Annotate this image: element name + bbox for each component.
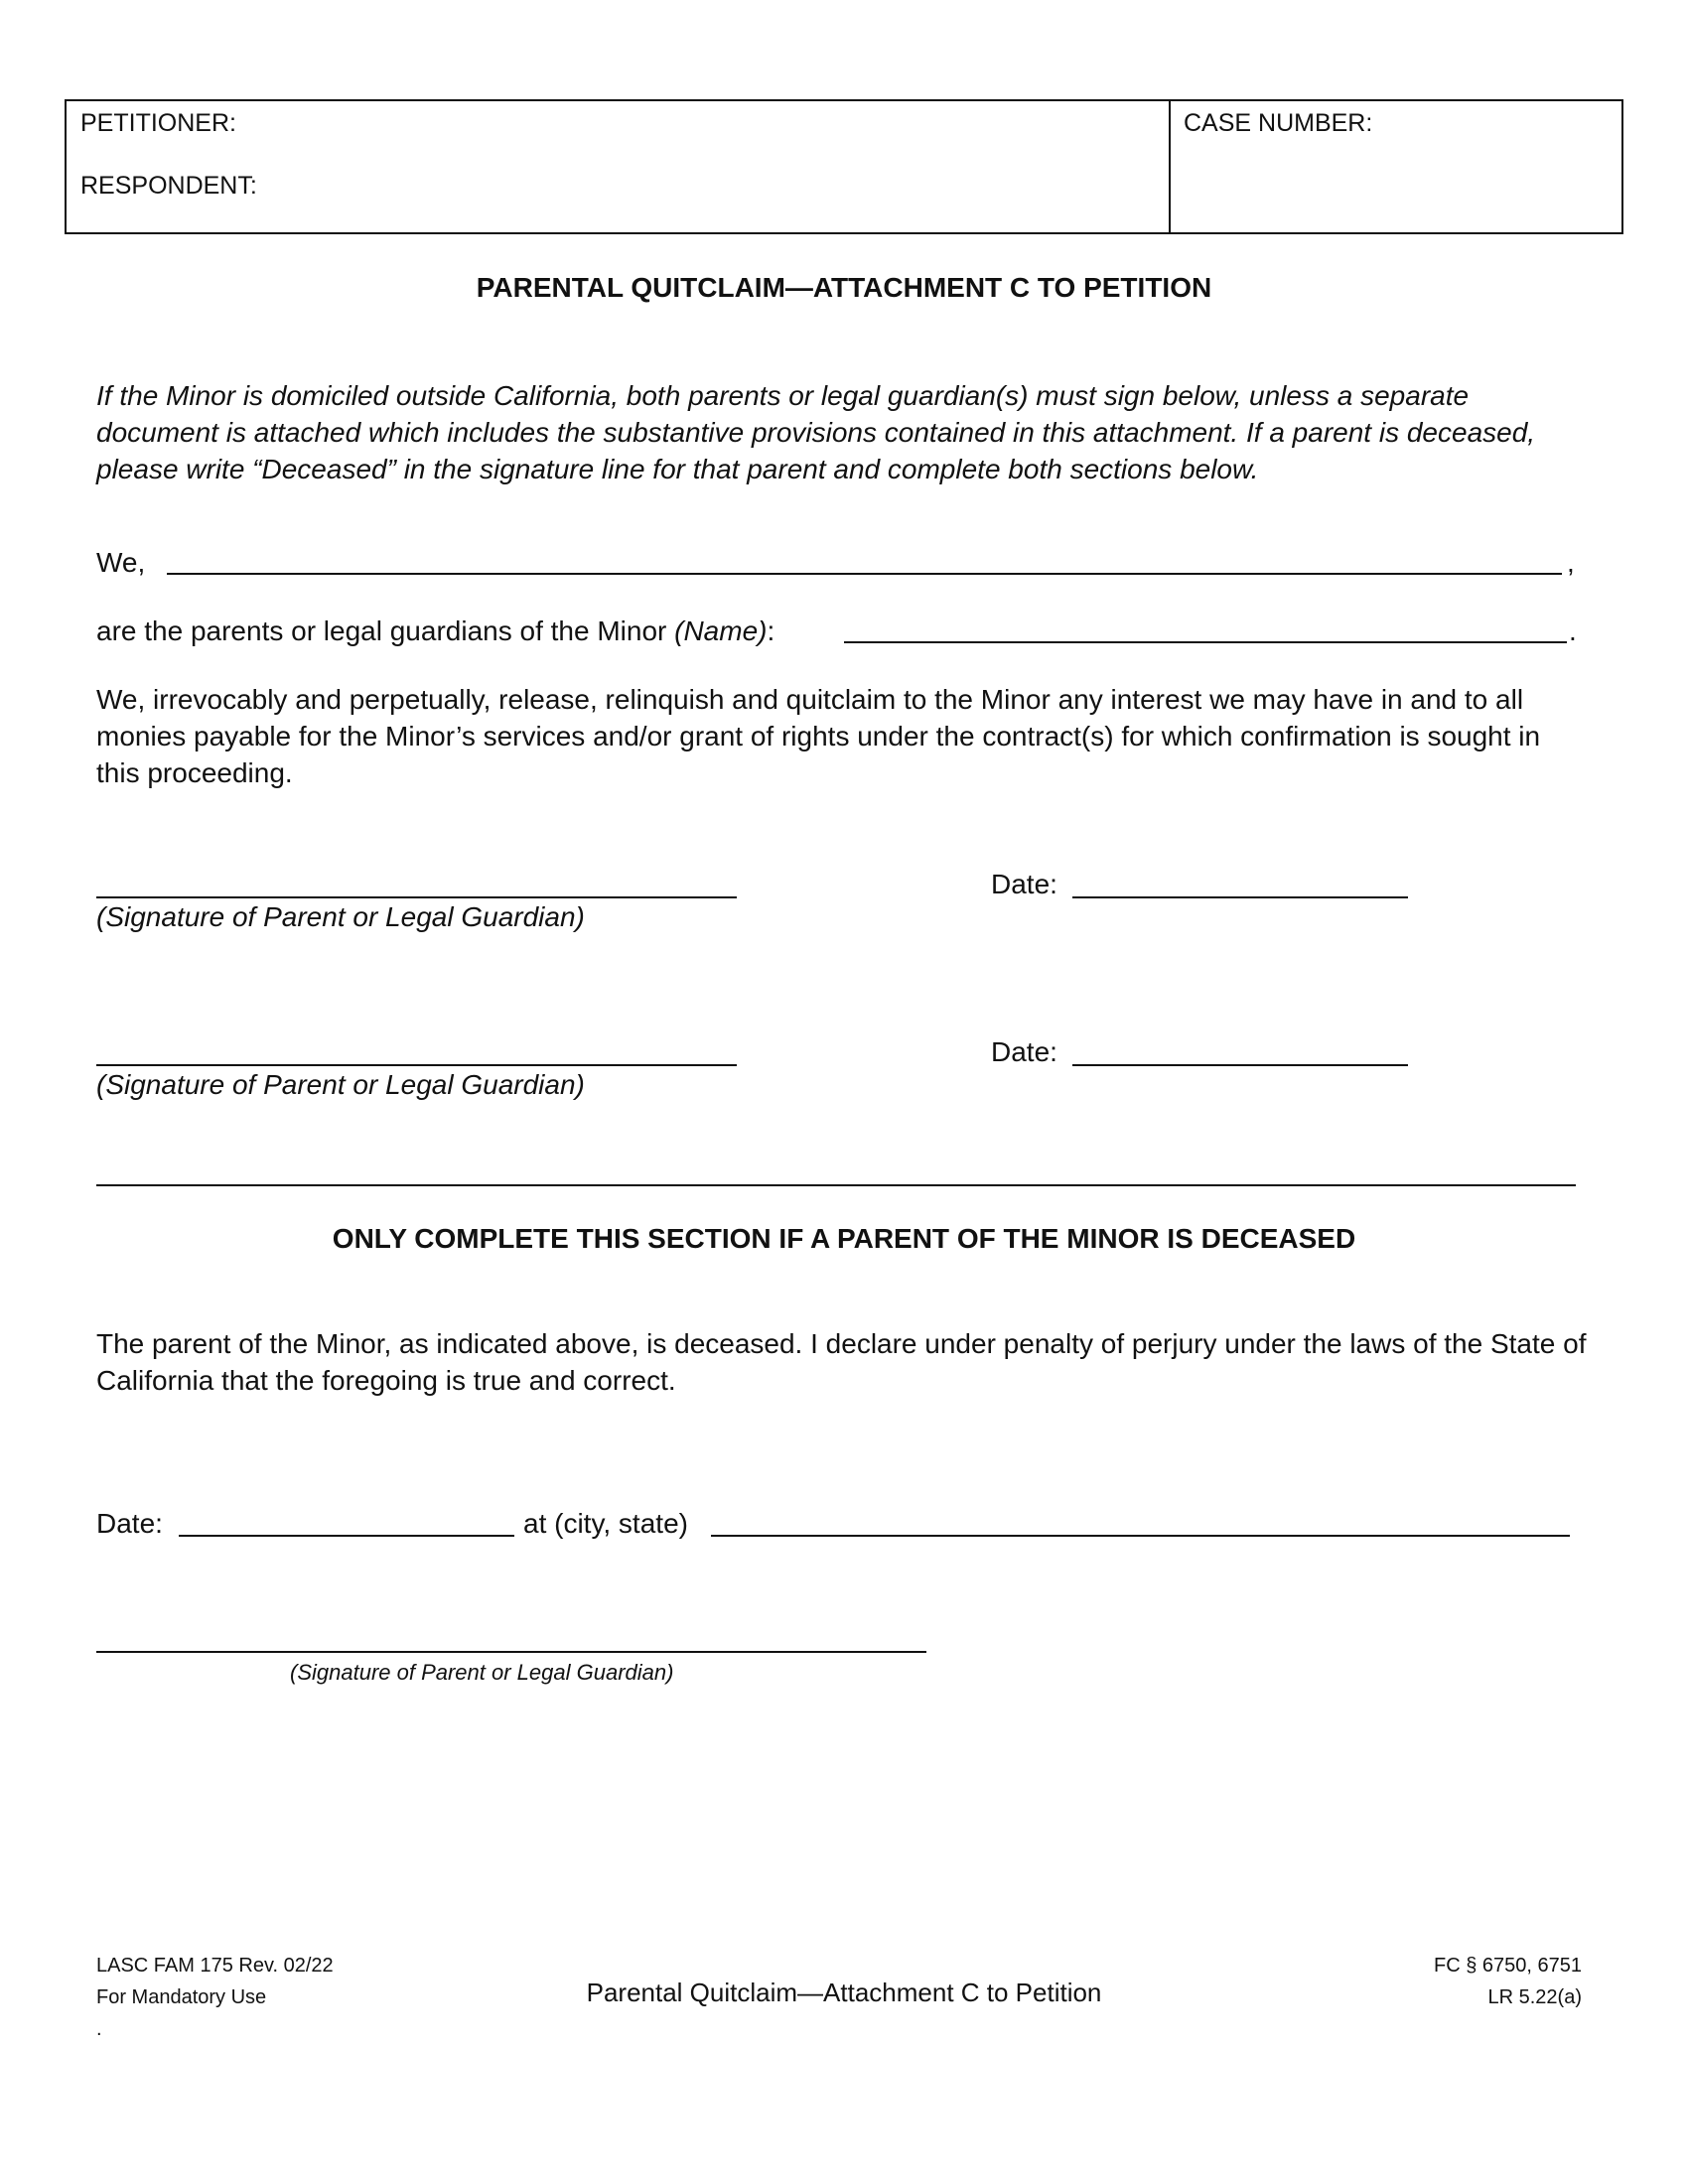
city-state-label: at (city, state) [523, 1508, 688, 1539]
deceased-signature-label: (Signature of Parent or Legal Guardian) [290, 1660, 674, 1685]
deceased-signature-line[interactable] [96, 1651, 926, 1653]
guardians-statement [96, 613, 774, 649]
form-use: For Mandatory Use [96, 1986, 267, 2008]
respondent-label: RESPONDENT: [80, 172, 257, 200]
section-divider [96, 1184, 1576, 1186]
date-line-1[interactable] [1072, 896, 1408, 898]
rule-reference: LR 5.22(a) [1487, 1986, 1582, 2008]
deceased-section-heading: ONLY COMPLETE THIS SECTION IF A PARENT OF THE MINOR IS DECEASED [332, 1223, 1356, 1254]
we-suffix: , [1567, 547, 1575, 578]
guardians-period: . [1569, 615, 1577, 646]
date-line-2[interactable] [1072, 1064, 1408, 1066]
page-title: PARENTAL QUITCLAIM—ATTACHMENT C TO PETITION [476, 272, 1212, 303]
instructions: If the Minor is domiciled outside California, both parents or legal guardian(s) must sign below, unless a separate document is attached which includes the substantive provisions contained in this attachment. If a parent is deceased, please write “Deceased” in the signature line for that parent and complete both sections below. [96, 380, 1536, 484]
petitioner-label: PETITIONER: [80, 109, 236, 137]
signature-label-2: (Signature of Parent or Legal Guardian) [96, 1069, 585, 1100]
deceased-date-label: Date: [96, 1508, 163, 1539]
footer-right [1340, 1950, 1582, 2013]
form-id: LASC FAM 175 Rev. 02/22 [96, 1955, 334, 1977]
case-number-label: CASE NUMBER: [1184, 109, 1373, 137]
caption-box [65, 99, 1623, 234]
code-reference: FC § 6750, 6751 [1434, 1955, 1582, 1977]
signature-line-1[interactable] [96, 896, 737, 898]
guardians-colon: : [767, 615, 775, 646]
city-state-line[interactable] [711, 1535, 1570, 1537]
date-label-2: Date: [991, 1036, 1057, 1067]
caption-divider [1169, 101, 1171, 232]
deceased-date-line[interactable] [179, 1535, 514, 1537]
date-label-1: Date: [991, 869, 1057, 899]
minor-name-line[interactable] [844, 641, 1567, 643]
we-prefix: We, [96, 547, 146, 578]
guardians-text: are the parents or legal guardians of the Minor [96, 615, 667, 646]
signature-label-1: (Signature of Parent or Legal Guardian) [96, 901, 585, 932]
guardians-name-hint: (Name) [674, 615, 768, 646]
deceased-declaration: The parent of the Minor, as indicated above, is deceased. I declare under penalty of perjury under the laws of the State of California that the foregoing is true and correct. [96, 1328, 1587, 1396]
footer-title: Parental Quitclaim—Attachment C to Petition [586, 1978, 1102, 2007]
names-line[interactable] [167, 573, 1562, 575]
signature-line-2[interactable] [96, 1064, 737, 1066]
release-paragraph: We, irrevocably and perpetually, release, relinquish and quitclaim to the Minor any interest we may have in and to all monies payable for the Minor’s services and/or grant of rights under the contract(s) for which confirmation is sought in this proceeding. [96, 684, 1541, 788]
footer-dot: . [96, 2018, 102, 2040]
